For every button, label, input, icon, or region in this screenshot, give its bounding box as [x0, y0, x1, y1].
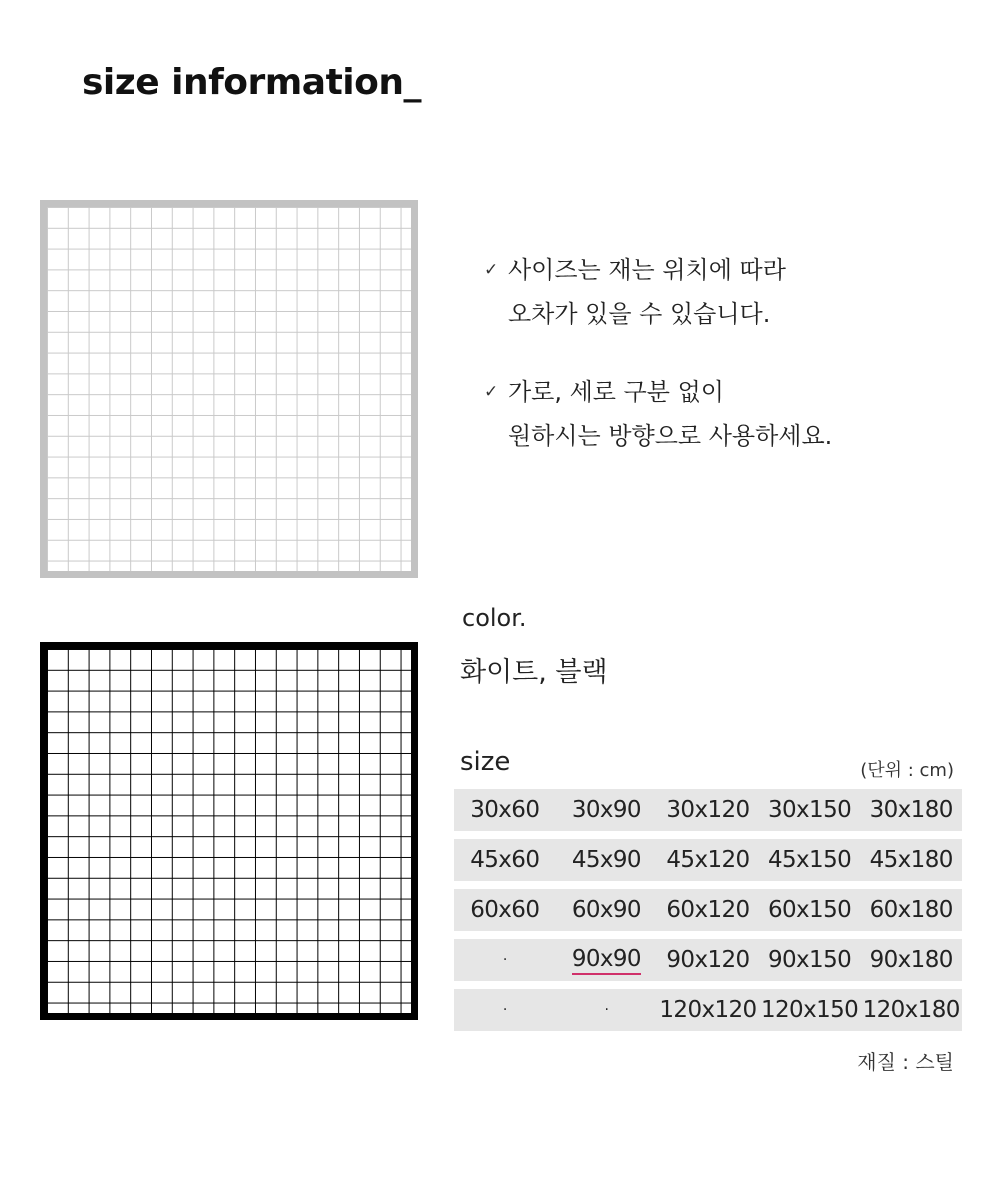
size-cell — [860, 897, 962, 923]
material-note: 재질 : 스틸 — [857, 1050, 954, 1074]
size-cell-label: 30x120 — [666, 797, 750, 823]
note-measurement-tolerance — [484, 248, 832, 336]
size-cell — [454, 897, 556, 923]
size-row — [454, 989, 962, 1031]
size-cell-label: 60x180 — [869, 897, 953, 923]
size-cell-label: 45x120 — [666, 847, 750, 873]
unit-note: (단위 : cm) — [860, 760, 954, 781]
size-cell — [657, 947, 759, 973]
size-cell — [759, 847, 861, 873]
color-label: color. — [462, 604, 527, 632]
size-cell-label: · — [604, 1002, 609, 1018]
size-cell — [657, 797, 759, 823]
size-row — [454, 839, 962, 881]
size-table — [454, 789, 962, 1039]
black-grid-panel-image — [40, 642, 418, 1020]
size-cell — [860, 847, 962, 873]
size-cell-label: 60x120 — [666, 897, 750, 923]
size-cell — [759, 797, 861, 823]
size-cell — [454, 952, 556, 968]
size-cell — [860, 947, 962, 973]
size-cell-label: 30x180 — [869, 797, 953, 823]
size-row — [454, 939, 962, 981]
size-cell-label: 45x90 — [571, 847, 641, 873]
size-cell-label: 90x150 — [767, 947, 852, 973]
size-row — [454, 789, 962, 831]
size-cell — [454, 1002, 556, 1018]
size-cell — [860, 797, 962, 823]
size-cell — [657, 997, 759, 1023]
size-cell — [556, 945, 658, 975]
size-cell-label: 60x90 — [571, 897, 641, 923]
size-cell — [759, 997, 861, 1023]
size-cell-label: · — [502, 952, 507, 968]
note-orientation — [484, 370, 832, 458]
size-cell-label: 120x150 — [760, 997, 859, 1023]
size-cell-label: 60x150 — [767, 897, 852, 923]
check-icon: ✓ — [484, 260, 499, 280]
size-row — [454, 889, 962, 931]
size-cell-label: 60x60 — [470, 897, 540, 923]
size-cell — [657, 847, 759, 873]
white-grid-panel-image — [40, 200, 418, 578]
size-cell-label: 45x60 — [470, 847, 540, 873]
size-cell-label: 30x150 — [767, 797, 852, 823]
note-line: 사이즈는 재는 위치에 따라 — [508, 256, 786, 284]
size-cell-label: 45x150 — [767, 847, 852, 873]
size-cell — [556, 797, 658, 823]
size-cell-label: 90x90 — [572, 945, 641, 975]
size-cell — [556, 897, 658, 923]
note-line: 원하시는 방향으로 사용하세요. — [508, 422, 833, 450]
size-cell-label: 90x120 — [666, 947, 750, 973]
size-cell-label: · — [502, 1002, 507, 1018]
check-icon: ✓ — [484, 382, 499, 402]
size-cell-label: 120x180 — [862, 997, 960, 1023]
size-cell-label: 30x60 — [470, 797, 540, 823]
size-cell — [556, 1002, 658, 1018]
size-cell — [657, 897, 759, 923]
size-cell — [759, 897, 861, 923]
size-cell — [759, 947, 861, 973]
page-title: size information_ — [82, 62, 422, 103]
size-notes — [484, 248, 832, 492]
size-label: size — [460, 747, 511, 777]
size-cell — [454, 847, 556, 873]
size-cell — [556, 847, 658, 873]
size-cell-label: 90x180 — [869, 947, 953, 973]
size-cell-label: 120x120 — [659, 997, 757, 1023]
note-line: 가로, 세로 구분 없이 — [508, 378, 724, 406]
size-cell — [454, 797, 556, 823]
size-cell-label: 45x180 — [869, 847, 953, 873]
size-cell — [860, 997, 962, 1023]
note-line: 오차가 있을 수 있습니다. — [508, 300, 771, 328]
size-cell-label: 30x90 — [571, 797, 641, 823]
color-value: 화이트, 블랙 — [460, 657, 608, 688]
